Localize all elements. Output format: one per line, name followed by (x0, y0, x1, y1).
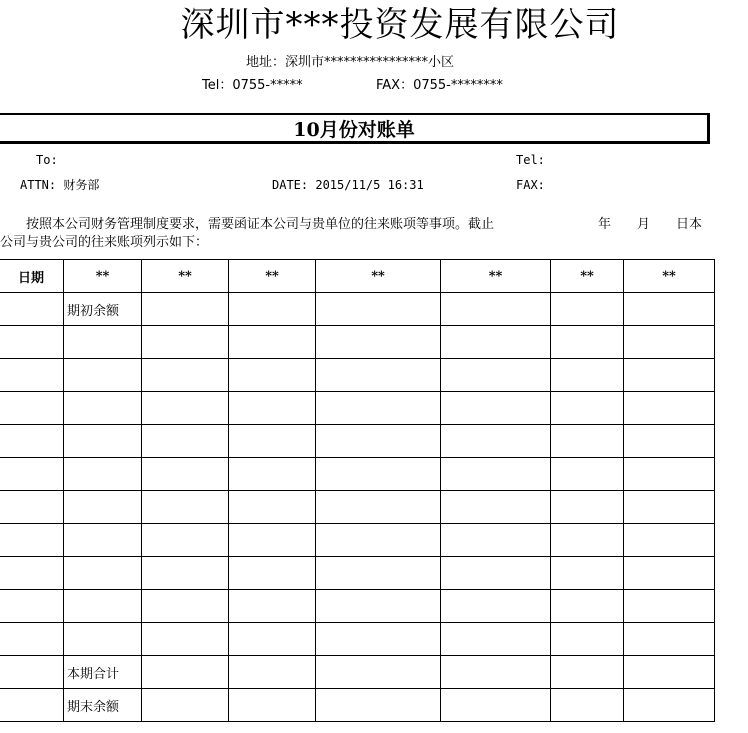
table-cell (0, 425, 64, 458)
table-cell (551, 326, 624, 359)
recipient-tel-label: Tel: (516, 153, 545, 167)
table-cell (229, 524, 316, 557)
table-cell (441, 656, 551, 689)
table-cell: 期末余额 (64, 689, 142, 722)
table-cell (316, 689, 441, 722)
table-cell (551, 689, 624, 722)
table-cell (64, 458, 142, 491)
table-cell (551, 293, 624, 326)
table-cell (0, 689, 64, 722)
table-cell (551, 623, 624, 656)
table-cell (551, 557, 624, 590)
table-cell (142, 326, 229, 359)
table-cell: 本期合计 (64, 656, 142, 689)
table-cell (551, 524, 624, 557)
table-row (0, 557, 715, 590)
table-cell (142, 623, 229, 656)
table-cell (624, 656, 715, 689)
table-cell (551, 458, 624, 491)
table-cell (229, 392, 316, 425)
table-cell (229, 425, 316, 458)
table-cell (0, 326, 64, 359)
table-cell (624, 623, 715, 656)
table-cell (0, 524, 64, 557)
header-cell: ** (316, 260, 441, 293)
table-cell (142, 359, 229, 392)
header-cell: ** (441, 260, 551, 293)
table-cell (142, 524, 229, 557)
table-cell (64, 491, 142, 524)
table-row (0, 359, 715, 392)
table-cell (142, 293, 229, 326)
to-label: To: (36, 153, 58, 167)
company-tel: Tel：0755-***** (202, 78, 303, 93)
table-cell (229, 656, 316, 689)
table-cell (316, 623, 441, 656)
table-cell (441, 293, 551, 326)
table-cell (64, 557, 142, 590)
table-row (0, 524, 715, 557)
table-cell (441, 359, 551, 392)
table-row (0, 689, 715, 722)
table-cell (229, 293, 316, 326)
table-row (0, 425, 715, 458)
table-row (0, 656, 715, 689)
table-cell (229, 491, 316, 524)
table-cell (624, 524, 715, 557)
table-cell (142, 392, 229, 425)
table-cell (64, 623, 142, 656)
table-cell (64, 590, 142, 623)
table-cell (441, 557, 551, 590)
table-cell (316, 524, 441, 557)
table-cell (142, 458, 229, 491)
table-cell (142, 557, 229, 590)
table-cell (229, 359, 316, 392)
table-cell (441, 392, 551, 425)
header-cell: ** (64, 260, 142, 293)
table-cell (551, 425, 624, 458)
table-cell (0, 590, 64, 623)
table-cell (316, 359, 441, 392)
company-address: 地址：深圳市****************小区 (245, 55, 454, 70)
table-cell (142, 656, 229, 689)
table-cell (316, 326, 441, 359)
table-cell (441, 425, 551, 458)
table-cell (64, 326, 142, 359)
table-cell (0, 392, 64, 425)
table-cell (551, 656, 624, 689)
table-row (0, 458, 715, 491)
table-cell (142, 590, 229, 623)
table-cell (624, 293, 715, 326)
header-cell: ** (624, 260, 715, 293)
table-cell (551, 359, 624, 392)
table-cell (624, 557, 715, 590)
date-label: DATE: 2015/11/5 16:31 (272, 178, 424, 192)
company-name: 深圳市***投资发展有限公司 (180, 5, 620, 45)
header-date: 日期 (0, 260, 64, 293)
table-cell (229, 458, 316, 491)
table-cell (316, 557, 441, 590)
table-cell (316, 656, 441, 689)
table-cell (64, 524, 142, 557)
table-cell (624, 326, 715, 359)
table-row (0, 590, 715, 623)
table-row (0, 491, 715, 524)
table-cell (551, 590, 624, 623)
table-cell (441, 590, 551, 623)
table-cell (624, 392, 715, 425)
table-cell (624, 425, 715, 458)
table-cell (441, 491, 551, 524)
table-cell (0, 359, 64, 392)
table-cell (441, 458, 551, 491)
intro-text-date-blanks: 年 月 日本 (598, 217, 703, 232)
table-cell (316, 491, 441, 524)
table-row (0, 392, 715, 425)
table-cell (316, 590, 441, 623)
table-cell (551, 392, 624, 425)
table-cell (229, 557, 316, 590)
table-cell (551, 491, 624, 524)
table-cell (0, 623, 64, 656)
table-cell (441, 623, 551, 656)
table-cell (0, 656, 64, 689)
intro-text-line1: 按照本公司财务管理制度要求，需要函证本公司与贵单位的往来账项等事项。截止 (26, 217, 495, 232)
table-cell (624, 458, 715, 491)
table-cell (0, 491, 64, 524)
table-cell (0, 293, 64, 326)
company-fax: FAX：0755-******** (376, 78, 503, 93)
header-cell: ** (229, 260, 316, 293)
table-cell (64, 425, 142, 458)
table-cell (624, 491, 715, 524)
table-cell (441, 689, 551, 722)
table-cell (64, 392, 142, 425)
table-cell (142, 689, 229, 722)
intro-text-line2: 公司与贵公司的往来账项列示如下： (0, 235, 209, 250)
table-cell (624, 689, 715, 722)
ledger-table (0, 259, 715, 722)
table-cell (0, 557, 64, 590)
table-cell (441, 524, 551, 557)
table-cell (229, 590, 316, 623)
table-row (0, 623, 715, 656)
statement-title: 10月份对账单 (293, 119, 415, 141)
recipient-fax-label: FAX: (516, 178, 545, 192)
table-cell (0, 458, 64, 491)
table-cell (624, 590, 715, 623)
table-cell (316, 293, 441, 326)
table-cell (316, 392, 441, 425)
attn-label: ATTN: 财务部 (20, 178, 100, 192)
header-cell: ** (551, 260, 624, 293)
table-cell (64, 359, 142, 392)
table-cell (229, 326, 316, 359)
table-cell (316, 458, 441, 491)
table-cell (441, 326, 551, 359)
table-cell: 期初余额 (64, 293, 142, 326)
table-cell (316, 425, 441, 458)
header-cell: ** (142, 260, 229, 293)
table-cell (624, 359, 715, 392)
table-cell (229, 689, 316, 722)
table-cell (142, 425, 229, 458)
table-cell (229, 623, 316, 656)
table-row (0, 293, 715, 326)
table-header-row (0, 260, 715, 293)
table-cell (142, 491, 229, 524)
table-row (0, 326, 715, 359)
